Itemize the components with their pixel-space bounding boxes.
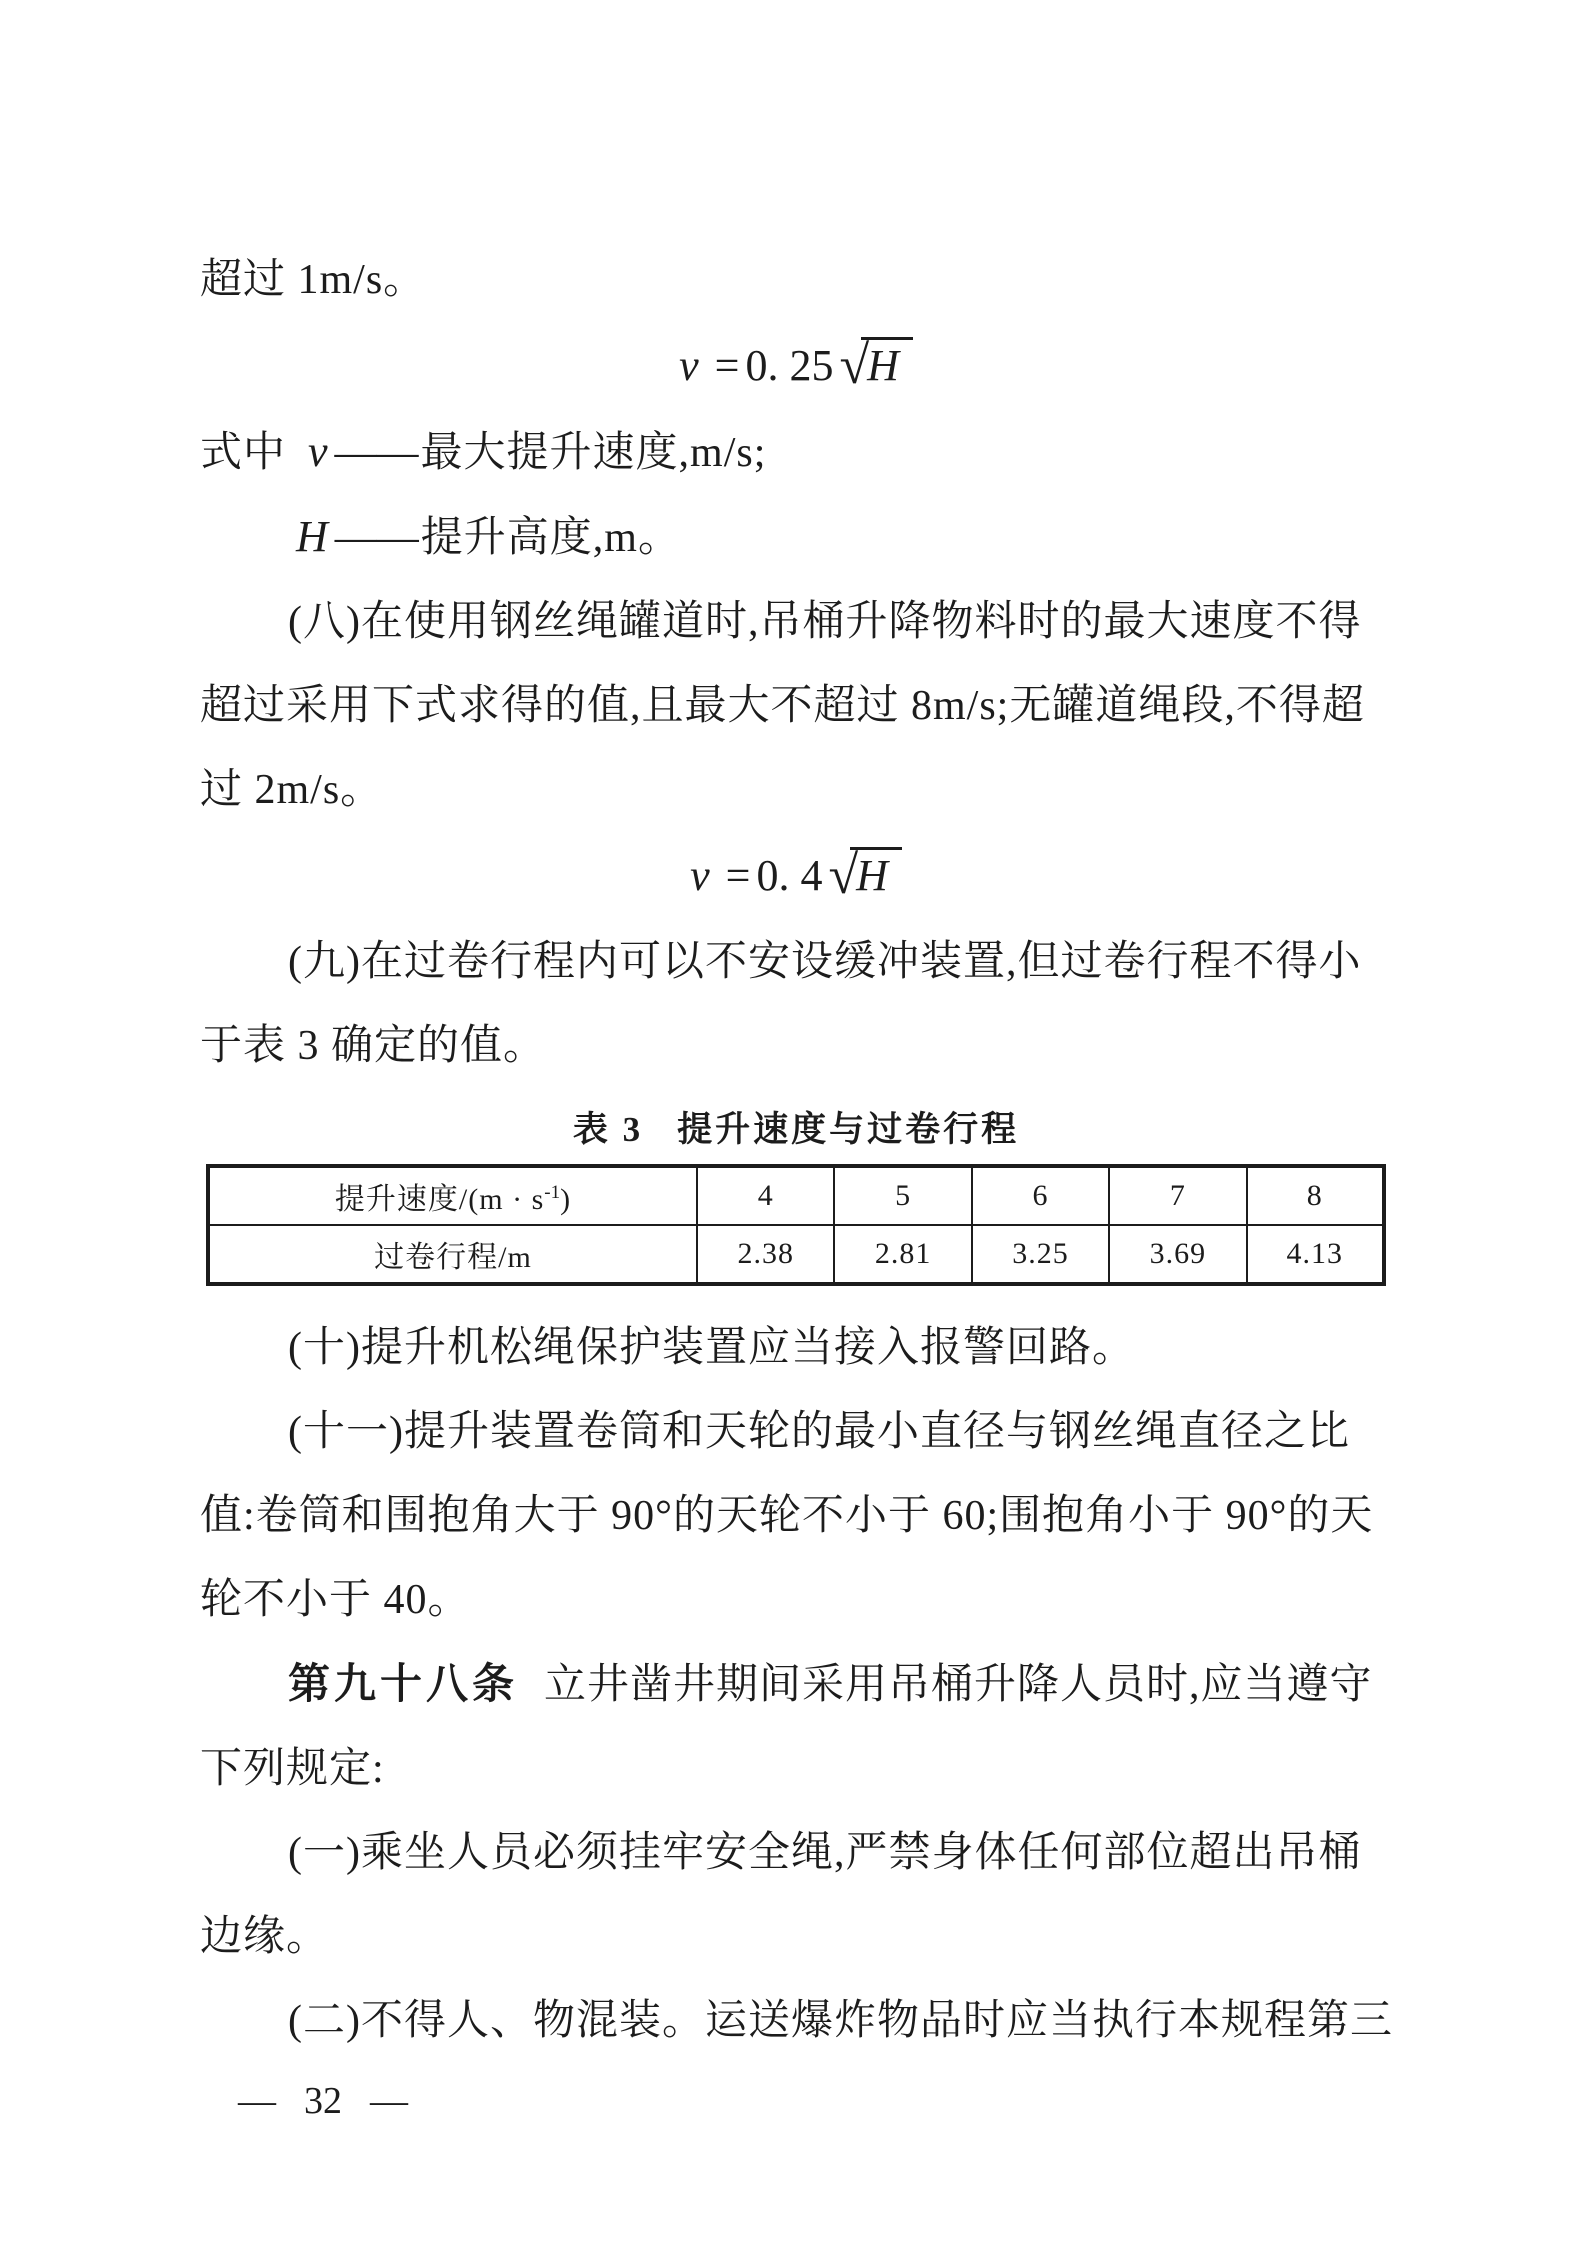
formula-variable: v xyxy=(690,851,710,900)
table-cell: 4 xyxy=(697,1166,834,1225)
list-item-1-line-2: 边缘。 xyxy=(200,1914,330,1960)
page-number: 32 xyxy=(304,2080,342,2122)
paragraph-continuation-speed-limit: 超过 1m/s。 xyxy=(200,257,427,303)
table-row-label-speed xyxy=(208,1166,697,1225)
paragraph-item-11-line-2: 值:卷筒和围抱角大于 90°的天轮不小于 60;围抱角小于 90°的天 xyxy=(200,1493,1374,1539)
table-cell: 2.38 xyxy=(697,1225,834,1284)
where-label: 式中 xyxy=(200,430,287,476)
paragraph-item-9-line-2: 于表 3 确定的值。 xyxy=(200,1023,547,1069)
list-item-1-line-1: (一)乘坐人员必须挂牢安全绳,严禁身体任何部位超出吊桶 xyxy=(288,1830,1362,1876)
radical-sign: √ xyxy=(828,845,859,905)
document-body xyxy=(200,238,1392,2125)
article-98-heading-line xyxy=(200,1642,1392,1727)
where-clause-line-h xyxy=(200,495,1392,580)
equals-sign: = xyxy=(714,341,740,390)
row-label-close: ) xyxy=(560,1183,572,1216)
article-lead-text: 立井凿井期间采用吊桶升降人员时,应当遵守 xyxy=(544,1662,1373,1708)
table-caption-title: 提升速度与过卷行程 xyxy=(677,1110,1020,1149)
equals-sign: = xyxy=(725,851,751,900)
paragraph-item-11-line-1: (十一)提升装置卷筒和天轮的最小直径与钢丝绳直径之比 xyxy=(288,1409,1350,1455)
formula-v-025-sqrt-h xyxy=(200,322,1392,410)
table-caption-label: 表 3 xyxy=(572,1110,644,1149)
table-cell: 3.25 xyxy=(972,1225,1109,1284)
formula-variable: v xyxy=(679,341,699,390)
table-cell: 5 xyxy=(834,1166,971,1225)
table-cell: 3.69 xyxy=(1109,1225,1246,1284)
table-cell: 7 xyxy=(1109,1166,1246,1225)
article-98-line-2: 下列规定: xyxy=(200,1746,385,1792)
paragraph-item-9-line-1: (九)在过卷行程内可以不安设缓冲装置,但过卷行程不得小 xyxy=(288,939,1362,985)
formula-radicand: H xyxy=(861,337,913,392)
where-clause-line-v xyxy=(200,410,1392,495)
row-label-text: 提升速度/(m · s xyxy=(334,1183,545,1216)
table-row-label-overwind: 过卷行程/m xyxy=(208,1225,697,1284)
formula-v-04-sqrt-h xyxy=(200,832,1392,920)
footer-dash-left: — xyxy=(238,2080,276,2122)
symbol-v: v xyxy=(308,427,329,476)
unit-superscript: -1 xyxy=(544,1182,561,1203)
paragraph-item-8-line-3: 过 2m/s。 xyxy=(200,767,384,813)
hoisting-speed-overwind-table xyxy=(206,1164,1386,1286)
paragraph-item-8-line-2: 超过采用下式求得的值,且最大不超过 8m/s;无罐道绳段,不得超 xyxy=(200,683,1365,729)
formula-coefficient: 0. 25 xyxy=(745,341,834,390)
table-cell: 6 xyxy=(972,1166,1109,1225)
formula-radicand: H xyxy=(850,847,902,902)
table-caption xyxy=(200,1102,1392,1158)
list-item-2-line-1: (二)不得人、物混装。运送爆炸物品时应当执行本规程第三 xyxy=(288,1998,1393,2044)
table-row-speed xyxy=(208,1166,1384,1225)
symbol-h-description: 提升高度,m。 xyxy=(420,515,681,561)
radical-sign: √ xyxy=(839,335,870,395)
paragraph-item-8-line-1: (八)在使用钢丝绳罐道时,吊桶升降物料时的最大速度不得 xyxy=(288,599,1362,645)
table-cell: 8 xyxy=(1247,1166,1384,1225)
formula-coefficient: 0. 4 xyxy=(756,851,823,900)
paragraph-item-10: (十)提升机松绳保护装置应当接入报警回路。 xyxy=(288,1325,1135,1371)
table-cell: 2.81 xyxy=(834,1225,971,1284)
symbol-v-description: 最大提升速度,m/s; xyxy=(420,430,767,476)
definition-dash: —— xyxy=(334,430,419,476)
table-cell: 4.13 xyxy=(1247,1225,1384,1284)
table-row-overwind xyxy=(208,1225,1384,1284)
definition-dash: —— xyxy=(334,515,419,561)
page-number-footer xyxy=(238,2077,1392,2125)
footer-dash-right: — xyxy=(370,2080,408,2122)
symbol-h: H xyxy=(296,512,329,561)
article-number: 第九十八条 xyxy=(288,1660,519,1707)
paragraph-item-11-line-3: 轮不小于 40。 xyxy=(200,1577,471,1623)
